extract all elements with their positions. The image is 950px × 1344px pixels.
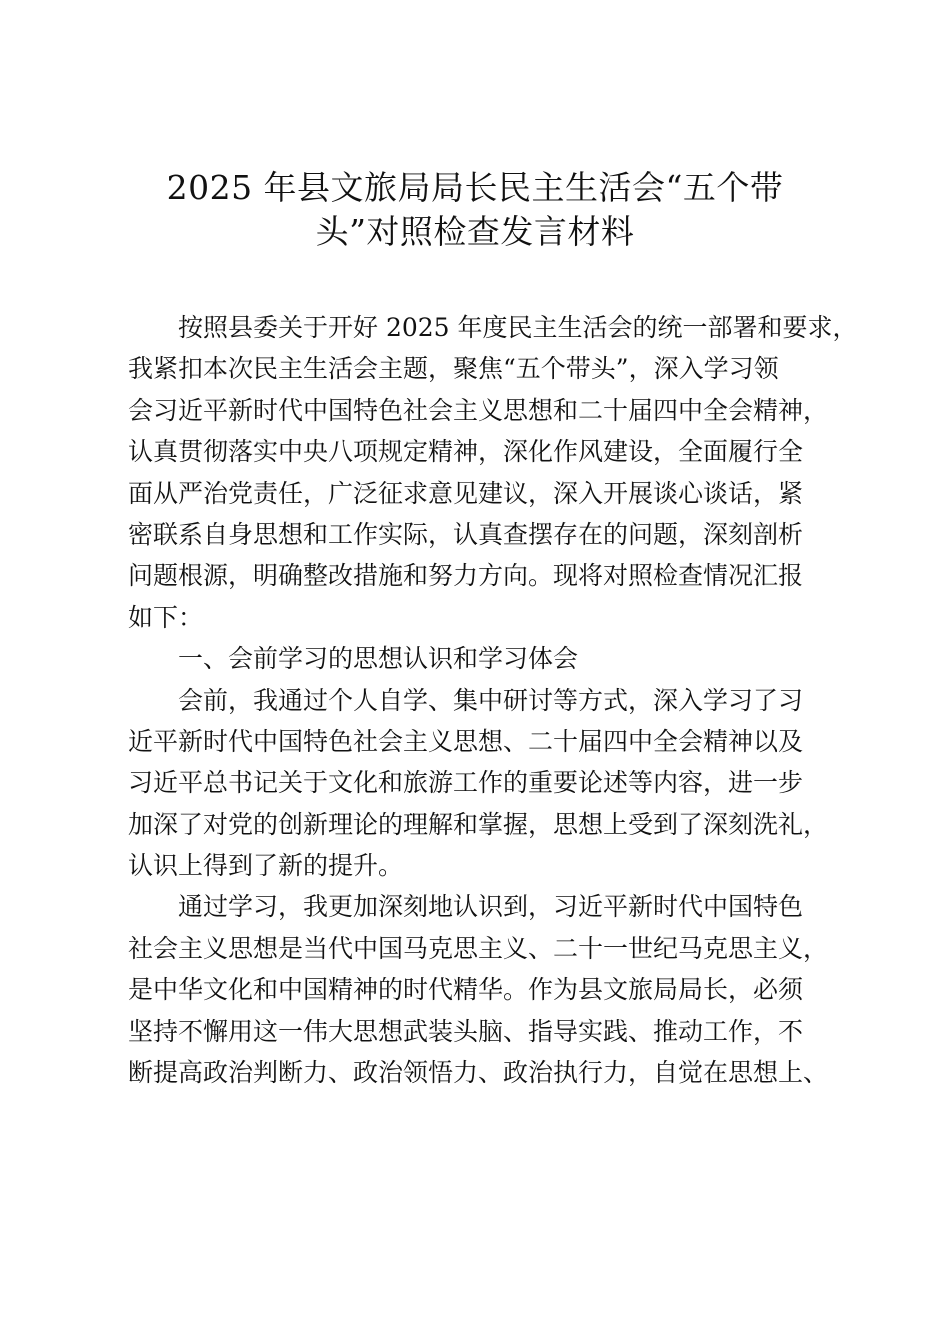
paragraph-line: 认识上得到了新的提升。 <box>128 851 404 881</box>
paragraph-line: 如下： <box>128 602 204 632</box>
paragraph-line: 按照县委关于开好 2025 年度民主生活会的统一部署和要求， <box>178 313 858 342</box>
paragraph-line: 会前，我通过个人自学、集中研讨等方式，深入学习了习 <box>178 685 804 715</box>
paragraph-line: 面从严治党责任，广泛征求意见建议，深入开展谈心谈话，紧 <box>128 478 804 508</box>
paragraph-line: 会习近平新时代中国特色社会主义思想和二十届四中全会精神， <box>128 395 829 425</box>
paragraph-line: 密联系自身思想和工作实际，认真查摆存在的问题，深刻剖析 <box>128 519 804 549</box>
paragraph-line: 近平新时代中国特色社会主义思想、二十届四中全会精神以及 <box>128 726 804 756</box>
paragraph-line: 认真贯彻落实中央八项规定精神，深化作风建设，全面履行全 <box>128 437 804 467</box>
paragraph-line: 坚持不懈用这一伟大思想武装头脑、指导实践、推动工作，不 <box>128 1016 804 1046</box>
paragraph-line: 加深了对党的创新理论的理解和掌握，思想上受到了深刻洗礼， <box>128 809 829 839</box>
document-body <box>128 307 858 1093</box>
paragraph-line: 习近平总书记关于文化和旅游工作的重要论述等内容，进一步 <box>128 768 804 798</box>
paragraph-line: 问题根源，明确整改措施和努力方向。现将对照检查情况汇报 <box>128 561 804 591</box>
paragraph-line: 我紧扣本次民主生活会主题，聚焦“五个带头”，深入学习领 <box>128 354 779 384</box>
paragraph-line: 社会主义思想是当代中国马克思主义、二十一世纪马克思主义， <box>128 933 829 963</box>
paragraph-line: 是中华文化和中国精神的时代精华。作为县文旅局局长，必须 <box>128 975 804 1005</box>
document-title <box>120 166 830 254</box>
title-line: 头”对照检查发言材料 <box>315 212 635 251</box>
paragraph-line: 断提高政治判断力、政治领悟力、政治执行力，自觉在思想上、 <box>128 1058 829 1088</box>
paragraph-line: 通过学习，我更加深刻地认识到，习近平新时代中国特色 <box>178 892 804 922</box>
section-heading: 一、会前学习的思想认识和学习体会 <box>178 644 579 674</box>
title-line: 2025 年县文旅局局长民主生活会“五个带 <box>166 168 784 207</box>
